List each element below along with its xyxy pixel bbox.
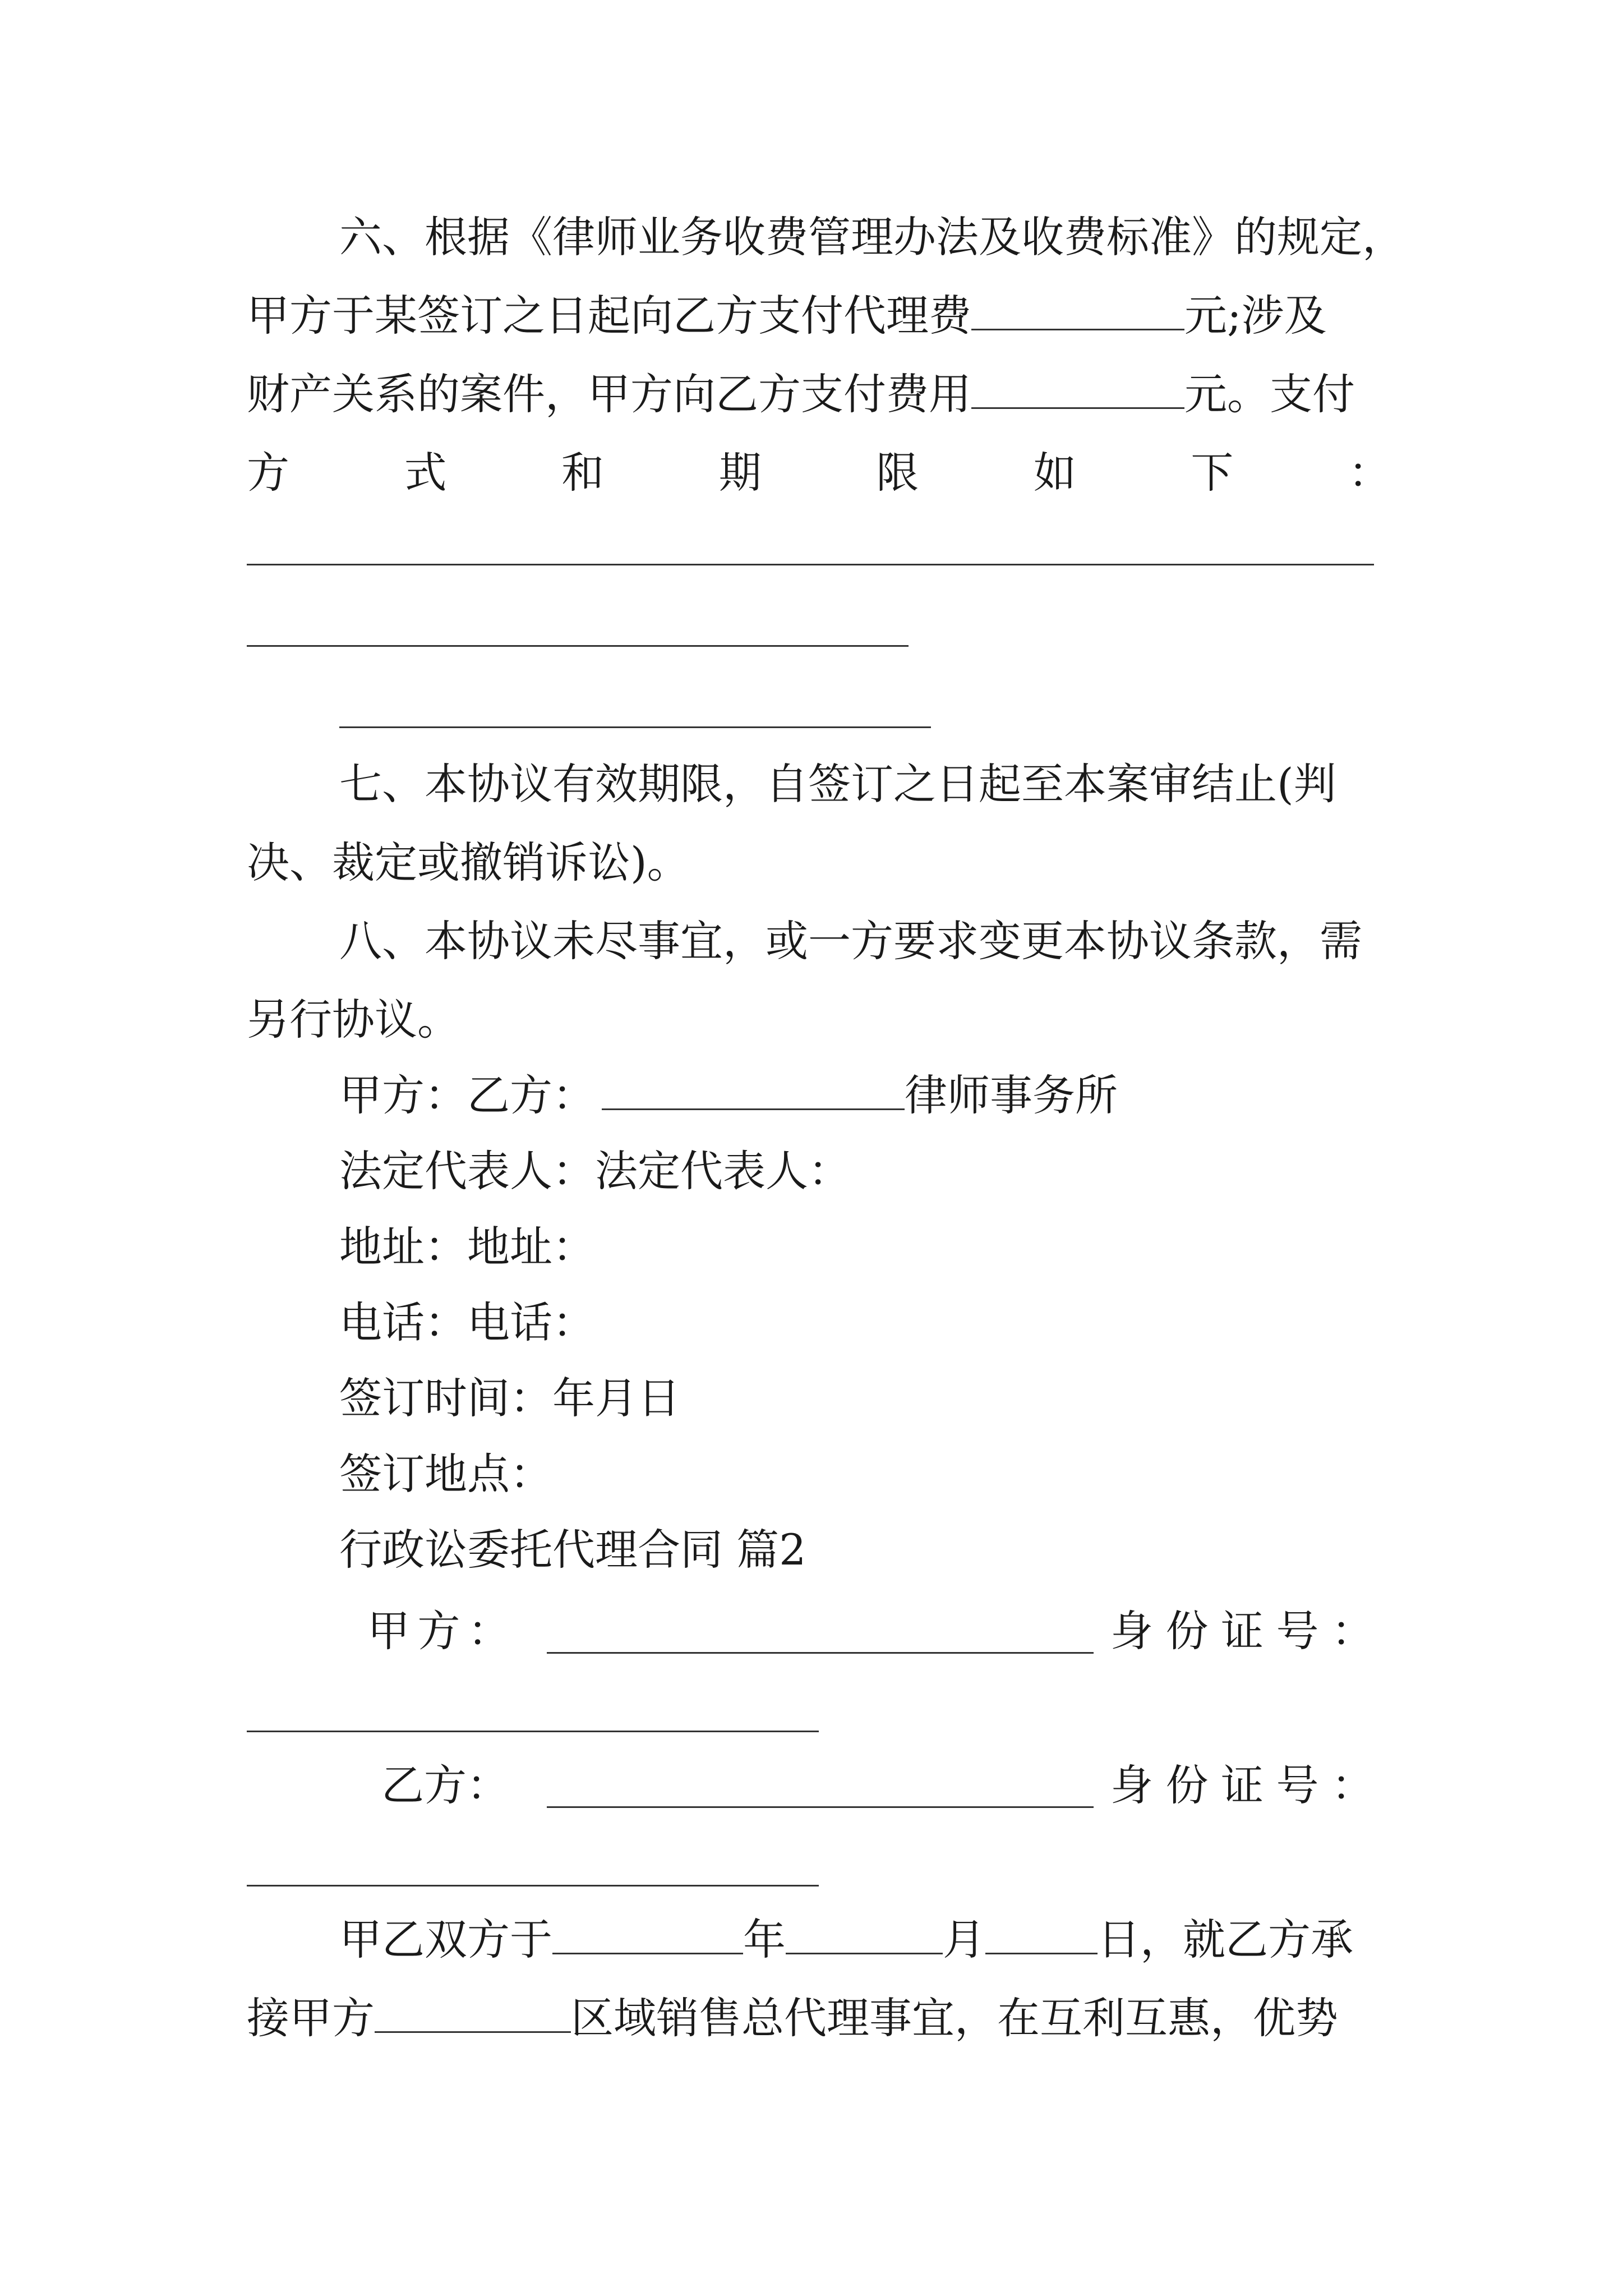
char: 份 <box>1165 1760 1209 1810</box>
char: 号 <box>1276 1760 1319 1810</box>
para-text: 月 <box>943 1915 985 1964</box>
clause6-line4 <box>247 446 1391 500</box>
region-blank <box>375 1992 571 2033</box>
party-b-label <box>381 1759 536 1812</box>
char: 式 <box>404 448 447 498</box>
party-a-id-blank <box>247 1731 819 1732</box>
property-fee-blank <box>971 368 1184 409</box>
party-b-name-blank <box>547 1806 1094 1808</box>
month-blank <box>786 1913 943 1954</box>
char: 证 <box>1221 1760 1264 1810</box>
char: ： <box>467 1760 509 1810</box>
clause6-line3 <box>247 367 1391 421</box>
char: 下 <box>1191 448 1234 498</box>
char: ： <box>468 1606 510 1656</box>
char: 甲 <box>367 1606 410 1656</box>
clause6-line2 <box>247 289 1391 343</box>
char: ： <box>1331 1760 1374 1810</box>
char: 份 <box>1165 1606 1209 1656</box>
signature-phone: 电话：电话： <box>339 1297 595 1347</box>
char: 期 <box>718 448 762 498</box>
party-a-id-label <box>1110 1604 1374 1658</box>
section2-title: 行政讼委托代理合同 篇2 <box>339 1525 806 1575</box>
payment-blank-line-1 <box>247 564 1374 565</box>
clause7-line2: 决、裁定或撤销诉讼)。 <box>247 838 690 887</box>
clause8-line1: 八、本协议未尽事宜，或一方要求变更本协议条款，需 <box>339 916 1362 966</box>
clause6-line2-text: 甲方于某签订之日起向乙方支付代理费 <box>247 291 971 341</box>
char: 方 <box>417 1606 460 1656</box>
signature-place: 签订地点： <box>339 1449 552 1499</box>
law-firm-label: 律师事务所 <box>905 1070 1118 1120</box>
law-firm-blank <box>602 1069 905 1110</box>
party-a-label <box>367 1604 536 1658</box>
char: 身 <box>1110 1606 1153 1656</box>
para-text: 区域销售总代理事宜，在互利互惠，优势 <box>571 1993 1338 2043</box>
clause6-line2-tail: 元;涉及 <box>1184 291 1327 341</box>
char: 证 <box>1221 1606 1264 1656</box>
clause8-line2: 另行协议。 <box>247 995 460 1045</box>
party-a-name-blank <box>547 1652 1094 1654</box>
para-text: 年 <box>743 1915 786 1964</box>
fee-blank <box>971 289 1184 330</box>
signature-date: 签订时间：年月日 <box>339 1373 680 1423</box>
clause7-line1: 七、本协议有效期限，自签订之日起至本案审结止(判 <box>339 759 1336 809</box>
clause6-line3-tail: 元。支付 <box>1184 369 1355 419</box>
char: ： <box>1331 1606 1374 1656</box>
year-blank <box>552 1913 743 1954</box>
char: ： <box>1348 448 1391 498</box>
char: 方 <box>424 1760 467 1810</box>
clause6-line1: 六、根据《律师业务收费管理办法及收费标准》的规定， <box>339 212 1405 262</box>
day-blank <box>985 1913 1098 1954</box>
parties-label: 甲方：乙方： <box>339 1070 595 1120</box>
clause6-line3-text: 财产关系的案件，甲方向乙方支付费用 <box>247 369 971 419</box>
section2-para-line2 <box>247 1991 1391 2045</box>
para-text: 甲乙双方于 <box>339 1915 552 1964</box>
party-b-id-blank <box>247 1885 819 1887</box>
signature-rep: 法定代表人：法定代表人： <box>339 1146 851 1196</box>
char: 身 <box>1110 1760 1153 1810</box>
signature-parties <box>339 1069 1483 1122</box>
signature-address: 地址：地址： <box>339 1222 595 1272</box>
section2-para-line1 <box>339 1913 1483 1967</box>
char: 乙 <box>381 1760 424 1810</box>
char: 号 <box>1276 1606 1319 1656</box>
party-b-id-label <box>1110 1759 1374 1812</box>
payment-blank-line-2 <box>247 645 909 647</box>
char: 限 <box>876 448 919 498</box>
payment-blank-line-3 <box>339 726 931 728</box>
char: 和 <box>561 448 605 498</box>
para-text: 接甲方 <box>247 1993 375 2043</box>
para-text: 日，就乙方承 <box>1098 1915 1353 1964</box>
char: 方 <box>247 448 289 498</box>
char: 如 <box>1033 448 1076 498</box>
